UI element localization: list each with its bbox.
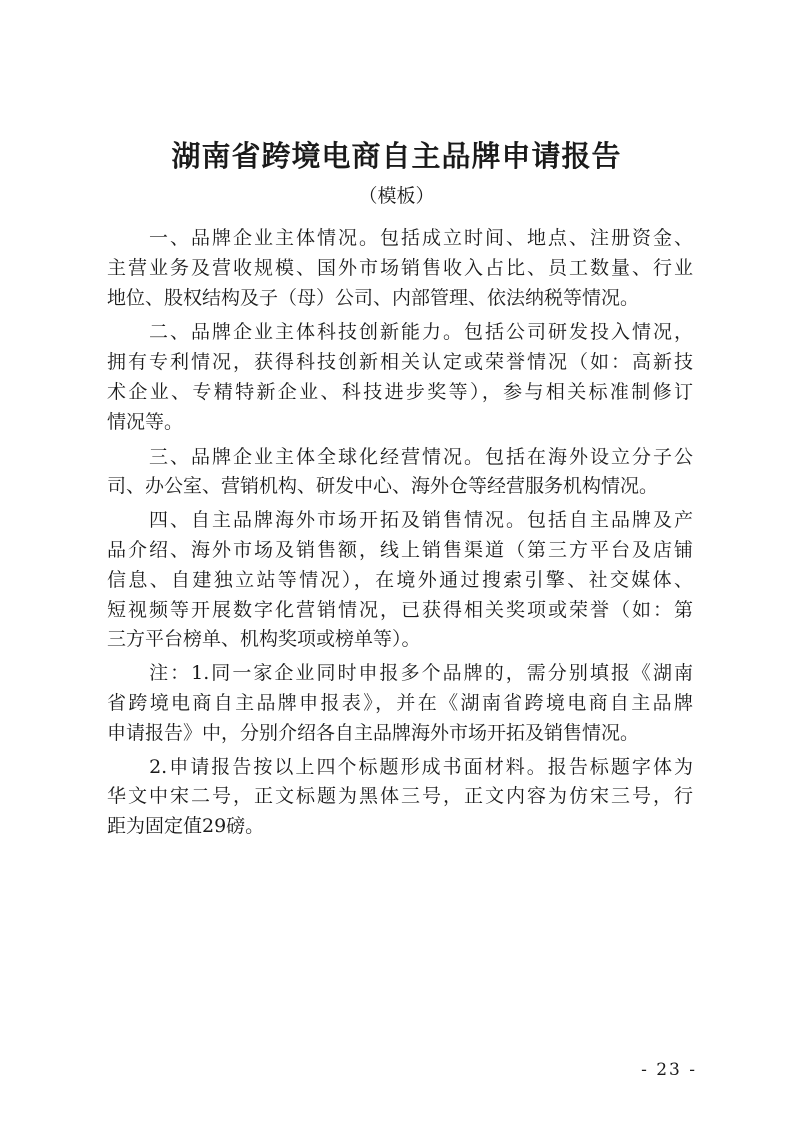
paragraph-line: 司、办公室、营销机构、研发中心、海外仓等经营服务机构情况。 (107, 475, 659, 498)
paragraph-line: 二、品牌企业主体科技创新能力。包括公司研发投入情况， (107, 321, 693, 344)
page-number: - 23 - (641, 1060, 697, 1080)
paragraph-line: 品介绍、海外市场及销售额，线上销售渠道（第三方平台及店铺 (107, 538, 693, 561)
paragraph-line: 一、品牌企业主体情况。包括成立时间、地点、注册资金、 (107, 227, 693, 249)
paragraph-line: 注：1.同一家企业同时申报多个品牌的，需分别填报《湖南 (107, 662, 693, 685)
document-subtitle: （模板） (358, 185, 435, 207)
paragraph-line: 信息、自建独立站等情况），在境外通过搜索引擎、社交媒体、 (107, 568, 693, 591)
document-body (107, 224, 693, 842)
paragraph-line: 省跨境电商自主品牌申报表》，并在《湖南省跨境电商自主品牌 (107, 691, 693, 714)
paragraph-line: 地位、股权结构及子（母）公司、内部管理、依法纳税等情况。 (107, 286, 640, 309)
paragraph-line: 三、品牌企业主体全球化经营情况。包括在海外设立分子公 (107, 445, 693, 468)
paragraph-line: 2.申请报告按以上四个标题形成书面材料。报告标题字体为 (107, 755, 693, 778)
document-title: 湖南省跨境电商自主品牌申请报告 (171, 139, 622, 173)
paragraph-line: 术企业、专精特新企业、科技进步奖等），参与相关标准制修订 (107, 380, 693, 403)
paragraph-globalization (107, 443, 693, 503)
paragraph-line: 拥有专利情况，获得科技创新相关认定或荣誉情况（如：高新技 (107, 351, 693, 374)
paragraph-line: 主营业务及营收规模、国外市场销售收入占比、员工数量、行业 (107, 256, 693, 279)
paragraph-brand-entity (107, 224, 693, 313)
paragraph-line: 华文中宋二号，正文标题为黑体三号，正文内容为仿宋三号，行 (107, 785, 693, 808)
paragraph-note-1 (107, 659, 693, 748)
paragraph-line: 四、自主品牌海外市场开拓及销售情况。包括自主品牌及产 (107, 509, 693, 532)
paragraph-overseas-market (107, 506, 693, 655)
paragraph-line: 距为固定值29磅。 (107, 815, 265, 838)
paragraph-note-2 (107, 753, 693, 842)
paragraph-line: 情况等。 (107, 410, 184, 433)
paragraph-innovation (107, 318, 693, 437)
paragraph-line: 三方平台榜单、机构奖项或榜单等）。 (107, 628, 421, 651)
paragraph-line: 短视频等开展数字化营销情况，已获得相关奖项或荣誉（如：第 (107, 598, 693, 621)
paragraph-line: 申请报告》中，分别介绍各自主品牌海外市场开拓及销售情况。 (107, 721, 640, 744)
